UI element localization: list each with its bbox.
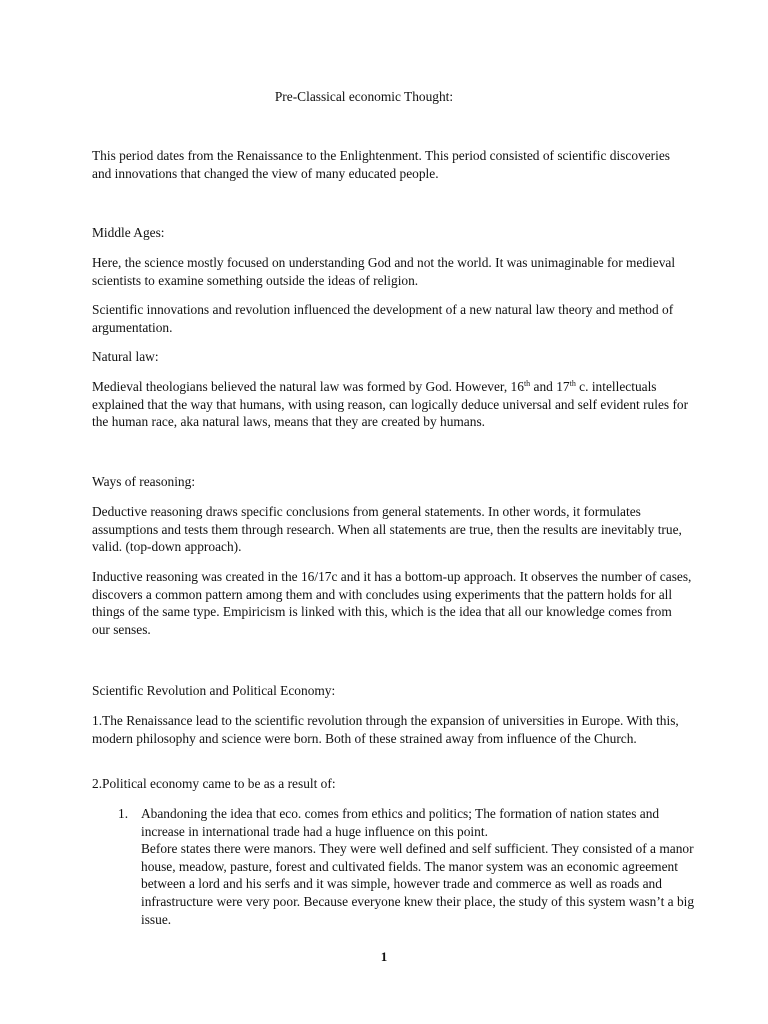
natural-law-heading: Natural law: bbox=[92, 349, 159, 364]
deductive-paragraph: Deductive reasoning draws specific conclusions from general statements. In other words, it formulates assumptions and tests them through research. When all statements are true, then the results are inevitably true, valid. (top-down approach). bbox=[92, 504, 682, 555]
intro-paragraph: This period dates from the Renaissance to the Enlightenment. This period consisted of scientific discoveries and innovations that changed the view of many educated people. bbox=[92, 148, 671, 181]
natural-law-text-3: c. intellectuals explained that the way that humans, with using reason, can logically deduce universal and self evident rules for the human race, aka natural laws, means that they are created by humans. bbox=[92, 379, 689, 430]
revolution-heading: Scientific Revolution and Political Economy: bbox=[92, 683, 336, 698]
natural-law-text-2: and 17 bbox=[530, 379, 570, 394]
list-item-line-1: Abandoning the idea that eco. comes from ethics and politics; The formation of nation states and increase in international trade had a huge influence on this point. bbox=[141, 806, 660, 839]
middle-ages-paragraph-2: Scientific innovations and revolution influenced the development of a new natural law theory and method of argumentation. bbox=[92, 302, 674, 335]
page-title: Pre-Classical economic Thought: bbox=[274, 89, 454, 104]
list-item-line-2: Before states there were manors. They were well defined and self sufficient. They consisted of a manor house, meadow, pasture, forest and cultivated fields. The manor system was an economic agreement between a lord and his serfs and it was simple, however trade and commerce as well as roads and infrastructure were very poor. Because everyone knew their place, the study of this system wasn’t a big issue. bbox=[141, 841, 695, 927]
list-item bbox=[141, 805, 701, 928]
reasoning-heading: Ways of reasoning: bbox=[92, 474, 196, 489]
superscript-th-2: th bbox=[569, 379, 576, 388]
revolution-point-2: 2.Political economy came to be as a result of: bbox=[92, 776, 336, 791]
list-number: 1. bbox=[118, 806, 129, 821]
natural-law-paragraph bbox=[92, 378, 692, 431]
middle-ages-paragraph-1: Here, the science mostly focused on understanding God and not the world. It was unimaginable for medieval scientists to examine something outside the ideas of religion. bbox=[92, 255, 676, 288]
page-number: 1 bbox=[380, 949, 388, 964]
superscript-th-1: th bbox=[523, 379, 531, 388]
inductive-paragraph: Inductive reasoning was created in the 16/17c and it has a bottom-up approach. It observes the number of cases, discovers a common pattern among them and with concludes using experiments that the pattern holds for all things of the same type. Empiricism is linked with this, which is the idea that all our knowledge comes from our senses. bbox=[92, 569, 692, 637]
revolution-point-1: 1.The Renaissance lead to the scientific revolution through the expansion of universities in Europe. With this, modern philosophy and science were born. Both of these strained away from influence of the Church. bbox=[92, 713, 679, 746]
natural-law-text-1: Medieval theologians believed the natural law was formed by God. However, 16 bbox=[92, 379, 524, 394]
middle-ages-heading: Middle Ages: bbox=[92, 225, 165, 240]
